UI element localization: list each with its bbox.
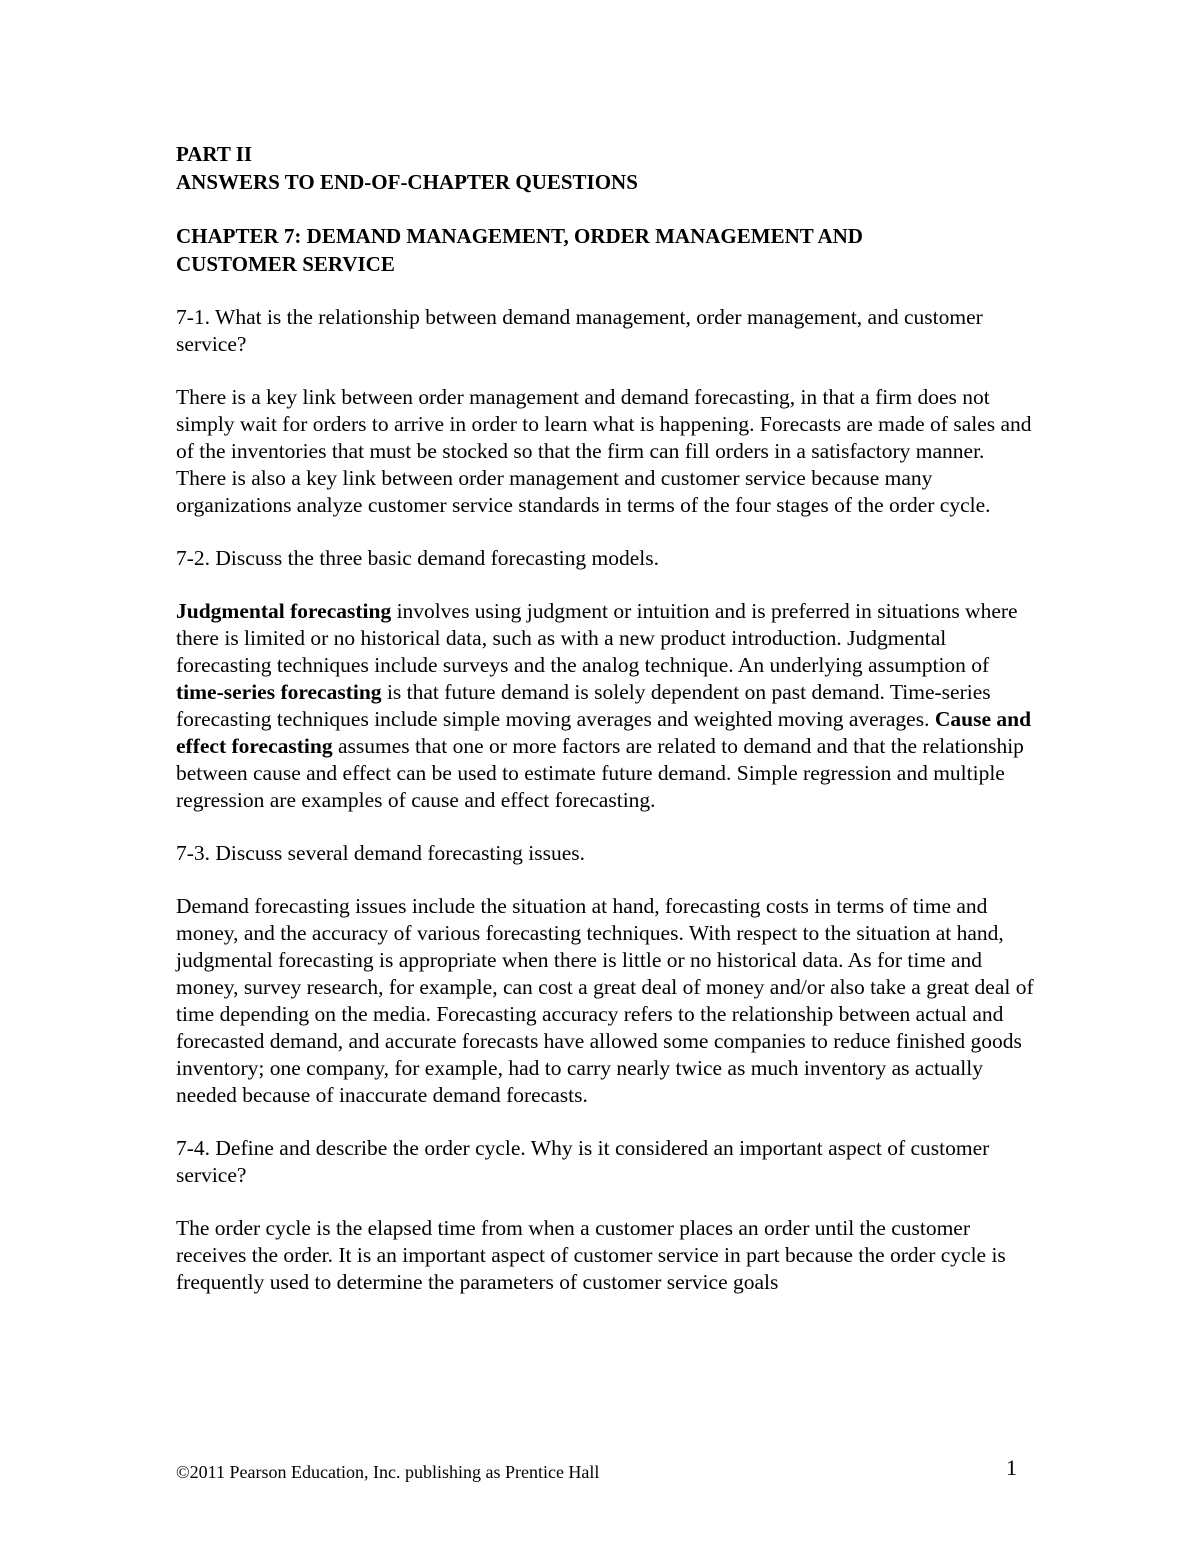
term-time-series-forecasting: time-series forecasting: [176, 680, 382, 704]
chapter-heading-block: [176, 222, 1034, 278]
question-7-4: 7-4. Define and describe the order cycle. Why is it considered an important aspect of customer service?: [176, 1136, 990, 1187]
chapter-title-line-1: CHAPTER 7: DEMAND MANAGEMENT, ORDER MANAGEMENT AND: [176, 224, 863, 248]
answer-7-1: There is a key link between order management and demand forecasting, in that a firm does not simply wait for orders to arrive in order to learn what is happening. Forecasts are made of sales and of the inventories that must be stocked so that the firm can fill orders in a satisfactory manner. There is also a key link between order management and customer service because many organizations analyze customer service standards in terms of the four stages of the order cycle.: [176, 385, 1032, 517]
question-7-3: 7-3. Discuss several demand forecasting issues.: [176, 841, 585, 865]
page-content: [176, 140, 1034, 1322]
part-heading-block: [176, 140, 1034, 196]
answer-7-2-text-2: is that future demand is solely dependent on past demand. Time-series forecasting techniques include simple moving averages and weighted moving averages.: [176, 680, 991, 731]
footer-copyright: ©2011 Pearson Education, Inc. publishing as Prentice Hall: [176, 1462, 600, 1482]
part-subtitle: ANSWERS TO END-OF-CHAPTER QUESTIONS: [176, 170, 638, 194]
page-number: 1: [1006, 1455, 1017, 1480]
answer-7-4: The order cycle is the elapsed time from when a customer places an order until the customer receives the order. It is an important aspect of customer service in part because the order cycle is frequently used to determine the parameters of customer service goals: [176, 1216, 1006, 1294]
term-cause-effect-forecasting: Cause and effect forecasting: [176, 707, 1032, 758]
term-judgmental-forecasting: Judgmental forecasting: [176, 599, 392, 623]
answer-7-2-text-3: assumes that one or more factors are related to demand and that the relationship between cause and effect can be used to estimate future demand. Simple regression and multiple regression are examples of cause and effect forecasting.: [176, 734, 1024, 812]
chapter-title-line-2: CUSTOMER SERVICE: [176, 252, 395, 276]
part-title: PART II: [176, 142, 253, 166]
answer-7-2: [176, 598, 1034, 814]
question-7-1: 7-1. What is the relationship between demand management, order management, and customer service?: [176, 305, 983, 356]
answer-7-2-text-1: involves using judgment or intuition and is preferred in situations where there is limited or no historical data, such as with a new product introduction. Judgmental forecasting techniques include surveys and the analog technique. An underlying assumption of: [176, 599, 1018, 677]
question-7-2: 7-2. Discuss the three basic demand forecasting models.: [176, 546, 660, 570]
answer-7-3: Demand forecasting issues include the situation at hand, forecasting costs in terms of time and money, and the accuracy of various forecasting techniques. With respect to the situation at hand, judgmental forecasting is appropriate when there is little or no historical data. As for time and money, survey research, for example, can cost a great deal of money and/or also take a great deal of time depending on the media. Forecasting accuracy refers to the relationship between actual and forecasted demand, and accurate forecasts have allowed some companies to reduce finished goods inventory; one company, for example, had to carry nearly twice as much inventory as actually needed because of inaccurate demand forecasts.: [176, 894, 1034, 1107]
